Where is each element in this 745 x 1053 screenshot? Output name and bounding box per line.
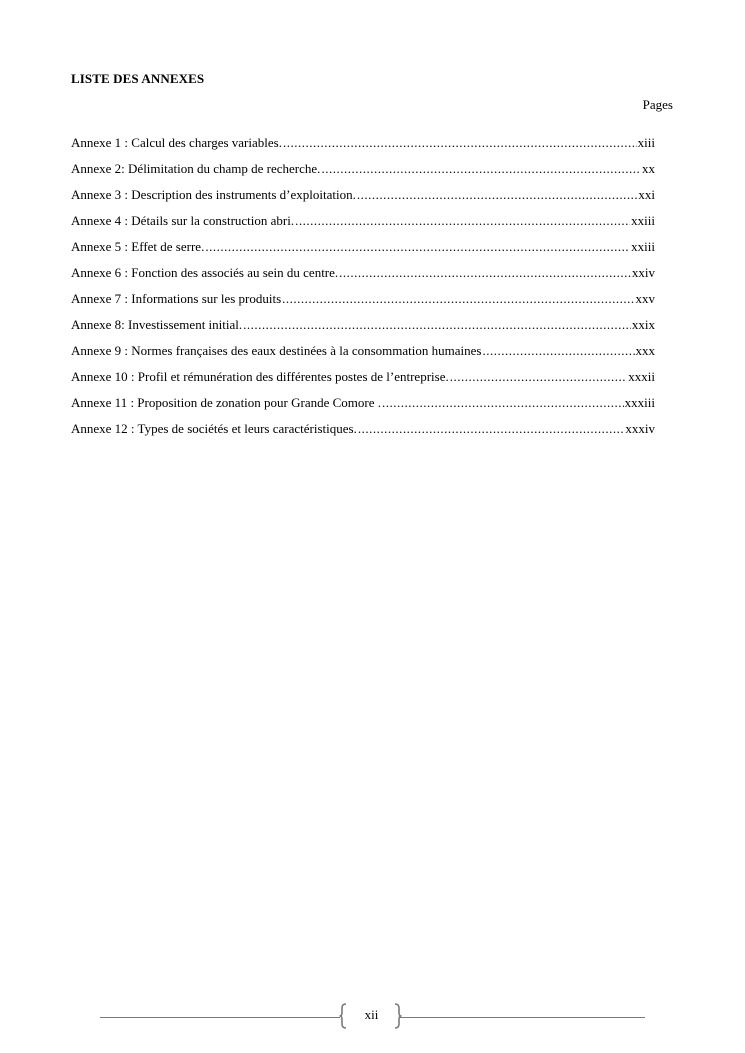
footer-rule-left [100, 1017, 340, 1018]
annex-entry-page: xxiii [631, 213, 655, 228]
annex-entry-label: Annexe 4 : Détails sur la construction abri. [71, 213, 295, 228]
right-brace-icon [394, 1003, 402, 1029]
annex-entry[interactable] [71, 234, 655, 260]
annex-entry-page: xxiv [631, 265, 655, 280]
annex-entry-label: Annexe 1 : Calcul des charges variables. [71, 135, 282, 150]
dot-leader [295, 208, 630, 234]
page-title: LISTE DES ANNEXES [71, 71, 205, 86]
annex-entry-page: xxi [638, 187, 655, 202]
page-number: xii [364, 1007, 379, 1022]
pages-column-label: Pages [642, 97, 673, 112]
annex-entry[interactable] [71, 182, 655, 208]
dot-leader [283, 130, 637, 156]
annex-entry-page: xxxii [628, 369, 655, 384]
annex-entry-page: xxx [635, 343, 655, 358]
annex-entry-page: xxix [631, 317, 655, 332]
dot-leader [382, 390, 624, 416]
annex-entry[interactable] [71, 338, 655, 364]
annex-entry-label: Annexe 10 : Profil et rémunération des différentes postes de l’entreprise. [71, 369, 449, 384]
footer-rule-right [400, 1017, 645, 1018]
annex-entry[interactable] [71, 416, 655, 442]
annex-entry-label: Annexe 12 : Types de sociétés et leurs caractéristiques. [71, 421, 357, 436]
annex-entry-page: xxiii [631, 239, 655, 254]
dot-leader [282, 286, 634, 312]
annex-entry[interactable] [71, 286, 655, 312]
annex-entry-page: xxxiii [624, 395, 655, 410]
annex-entry-label: Annexe 11 : Proposition de zonation pour Grande Comore . [71, 395, 382, 410]
annex-entry-label: Annexe 7 : Informations sur les produits [71, 291, 282, 306]
left-brace-icon [339, 1003, 347, 1029]
annex-entry[interactable] [71, 208, 655, 234]
annex-entry-label: Annexe 2: Délimitation du champ de recherche. [71, 161, 321, 176]
annex-entry[interactable] [71, 130, 655, 156]
annex-list [71, 130, 655, 442]
annex-entry[interactable] [71, 390, 655, 416]
dot-leader [357, 182, 638, 208]
annex-entry-page: xxxiv [625, 421, 655, 436]
annex-entry-label: Annexe 9 : Normes françaises des eaux destinées à la consommation humaines [71, 343, 482, 358]
annex-entry-page: xxv [635, 291, 655, 306]
annex-entry-label: Annexe 6 : Fonction des associés au sein du centre. [71, 265, 339, 280]
annex-entry-label: Annexe 8: Investissement initial. [71, 317, 243, 332]
dot-leader [243, 312, 631, 338]
annex-entry-label: Annexe 3 : Description des instruments d’exploitation. [71, 187, 356, 202]
dot-leader [339, 260, 631, 286]
annex-entry-page: xx [642, 161, 655, 176]
dot-leader [482, 338, 634, 364]
annex-entry[interactable] [71, 364, 655, 390]
page-footer [100, 1003, 645, 1031]
annex-entry-label: Annexe 5 : Effet de serre. [71, 239, 205, 254]
dot-leader [358, 416, 625, 442]
annex-entry[interactable] [71, 312, 655, 338]
annex-entry[interactable] [71, 260, 655, 286]
dot-leader [450, 364, 628, 390]
dot-leader [321, 156, 641, 182]
dot-leader [205, 234, 630, 260]
annex-entry[interactable] [71, 156, 655, 182]
annex-entry-page: xiii [637, 135, 655, 150]
